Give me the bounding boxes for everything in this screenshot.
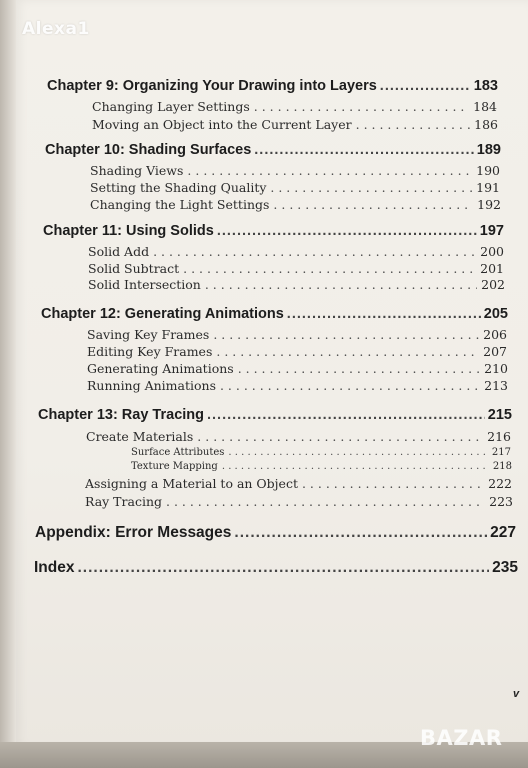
entry-page-number: 201 [480, 261, 504, 276]
toc-subentry[interactable] [131, 461, 512, 472]
dot-leader [207, 407, 485, 423]
entry-title: Changing Layer Settings [92, 99, 250, 114]
dot-leader [380, 78, 471, 94]
page-folio: v [513, 688, 520, 700]
dot-leader [187, 163, 472, 178]
dot-leader [216, 344, 479, 359]
dot-leader [228, 447, 488, 458]
toc-entry[interactable] [85, 476, 512, 491]
entry-title: Running Animations [87, 378, 216, 393]
entry-title: Saving Key Frames [87, 327, 210, 342]
toc-entry[interactable] [87, 361, 508, 376]
toc-chapter[interactable] [41, 306, 508, 322]
toc-chapter[interactable] [43, 223, 504, 239]
entry-page-number: 190 [476, 163, 500, 178]
entry-page-number: 217 [491, 447, 511, 458]
dot-leader [166, 494, 485, 509]
dot-leader [254, 99, 469, 114]
toc-chapter[interactable] [45, 142, 501, 158]
chapter-title: Appendix: Error Messages [35, 524, 232, 541]
toc-entry[interactable] [88, 244, 504, 259]
chapter-title: Chapter 12: Generating Animations [41, 306, 284, 322]
entry-title: Setting the Shading Quality [90, 180, 267, 195]
entry-title: Assigning a Material to an Object [85, 476, 298, 491]
entry-page-number: 210 [484, 361, 508, 376]
dot-leader [183, 261, 476, 276]
toc-entry[interactable] [87, 344, 507, 359]
toc-entry[interactable] [86, 429, 511, 444]
chapter-page-number: 189 [476, 142, 501, 158]
entry-title: Generating Animations [87, 361, 234, 376]
entry-page-number: 213 [484, 378, 508, 393]
entry-page-number: 216 [487, 429, 511, 444]
entry-title: Solid Add [88, 244, 150, 259]
dot-leader [273, 197, 473, 212]
toc-entry[interactable] [92, 117, 498, 132]
toc-chapter[interactable] [47, 78, 498, 94]
entry-page-number: 200 [480, 244, 504, 259]
entry-title: Ray Tracing [85, 494, 163, 509]
chapter-title: Chapter 10: Shading Surfaces [45, 142, 252, 158]
chapter-title: Chapter 13: Ray Tracing [38, 407, 204, 423]
entry-title: Texture Mapping [131, 461, 218, 472]
dot-leader [205, 277, 477, 292]
dot-leader [77, 559, 489, 577]
entry-title: Solid Subtract [88, 261, 180, 276]
dot-leader [234, 524, 487, 542]
dot-leader [220, 378, 480, 393]
entry-page-number: 202 [481, 277, 505, 292]
entry-title: Solid Intersection [88, 277, 201, 292]
chapter-title: Chapter 9: Organizing Your Drawing into Layers [47, 78, 377, 94]
toc-entry[interactable] [92, 99, 497, 114]
entry-title: Editing Key Frames [87, 344, 213, 359]
entry-title: Moving an Object into the Current Layer [92, 117, 352, 132]
entry-title: Create Materials [86, 429, 194, 444]
dot-leader [238, 361, 480, 376]
toc-entry[interactable] [85, 494, 513, 509]
dot-leader [217, 223, 477, 239]
entry-page-number: 206 [483, 327, 507, 342]
chapter-page-number: 227 [490, 524, 516, 541]
chapter-page-number: 197 [479, 223, 504, 239]
dot-leader [270, 180, 472, 195]
chapter-page-number: 215 [487, 407, 512, 423]
entry-title: Surface Attributes [131, 447, 225, 458]
dot-leader [287, 306, 481, 322]
entry-page-number: 184 [473, 99, 497, 114]
toc-entry[interactable] [90, 197, 501, 212]
dot-leader [213, 327, 479, 342]
chapter-page-number: 183 [473, 78, 498, 94]
entry-page-number: 223 [489, 494, 513, 509]
toc-subentry[interactable] [131, 447, 511, 458]
toc-entry[interactable] [88, 277, 505, 292]
entry-page-number: 207 [483, 344, 507, 359]
dot-leader [153, 244, 476, 259]
dot-leader [356, 117, 471, 132]
entry-page-number: 222 [488, 476, 512, 491]
chapter-title: Chapter 11: Using Solids [43, 223, 214, 239]
entry-title: Shading Views [90, 163, 184, 178]
bazar-logo: BAZAR [420, 726, 503, 750]
dot-leader [197, 429, 483, 444]
toc-entry[interactable] [87, 378, 508, 393]
entry-page-number: 191 [476, 180, 500, 195]
chapter-page-number: 235 [492, 559, 518, 576]
toc-entry[interactable] [88, 261, 504, 276]
toc-entry[interactable] [90, 180, 500, 195]
toc-chapter[interactable] [38, 407, 512, 423]
entry-page-number: 218 [492, 461, 512, 472]
dot-leader [302, 476, 484, 491]
toc-entry[interactable] [90, 163, 500, 178]
chapter-page-number: 205 [483, 306, 508, 322]
dot-leader [254, 142, 474, 158]
chapter-title: Index [34, 559, 75, 576]
toc-entry[interactable] [87, 327, 507, 342]
entry-page-number: 186 [474, 117, 498, 132]
dot-leader [222, 461, 489, 472]
toc-index[interactable] [34, 559, 518, 577]
entry-title: Changing the Light Settings [90, 197, 270, 212]
toc-appendix[interactable] [35, 524, 516, 542]
watermark-text: Alexa1 [22, 19, 90, 39]
entry-page-number: 192 [477, 197, 501, 212]
